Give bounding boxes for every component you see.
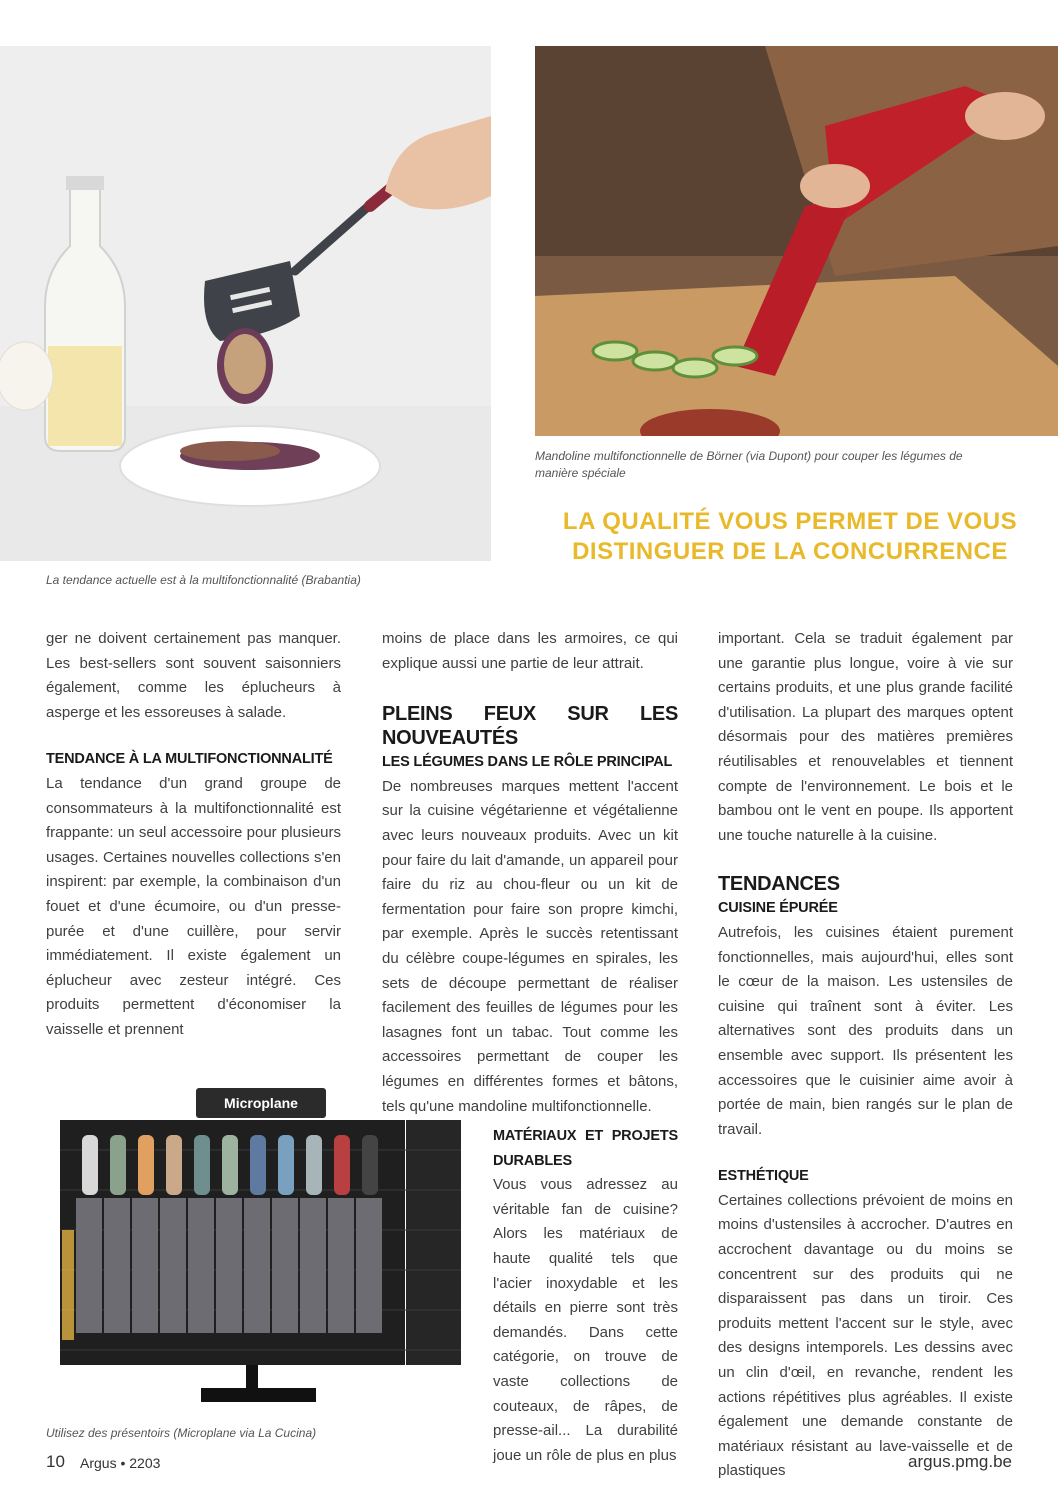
heading-multifonctionnalite: TENDANCE À LA MULTIFONCTIONNALITÉ [46,751,333,768]
heading-materiaux: MATÉRIAUX ET PROJETS DURABLES [493,1128,678,1169]
mandoline-illustration [535,46,1058,436]
col1-paragraph-2: La tendance d'un grand groupe de consommateurs à la multifonctionnalité est frappante: un seul accessoire pour plusieurs usages. Certaines nouvelles collections s'en inspirent: par exemple, la combinaison d'un fouet et d'une écumoire, ou d'un presse-purée et d'une cuillère, pour servir immédiatement. Il existe également un éplucheur avec zesteur intégré. Ces produits permettent d'économiser la vaisselle et prennent [46,774,341,1038]
spatula-illustration [0,46,491,561]
caption-mandoline: Mandoline multifonctionnelle de Börner (via Dupont) pour couper les légumes de manière spéciale [535,449,963,480]
photo-borner-mandoline [535,46,1058,436]
page-number: 10 [46,1452,65,1471]
website-link[interactable]: argus.pmg.be [908,1452,1012,1471]
column-1 [46,627,341,1043]
heading-cuisine-epuree: CUISINE ÉPURÉE [718,900,838,917]
column-3 [718,627,1013,1484]
col1-paragraph-1: ger ne doivent certainement pas manquer. Les best-sellers sont souvent saisonniers également, comme les éplucheurs à asperge et les essoreuses à salade. [46,630,341,721]
heading-pleins-feux: PLEINS FEUX SUR LES NOUVEAUTÉS [382,703,678,750]
column-2-continued [493,1124,678,1468]
col3-paragraph-1: important. Cela se traduit également par une garantie plus longue, voire à vie sur certains produits, et une plus grande facilité d'utilisation. La plupart des marques optent désormais pour des matières premières réutilisables et renouvelables et tiennent compte de l'environnement. Le bois et le bambou ont le vent en poupe. Ils apportent une touche naturelle à la cuisine. [718,630,1013,844]
col3-paragraph-2: Autrefois, les cuisines étaient purement fonctionnelles, mais aujourd'hui, elles sont le cœur de la maison. Les ustensiles de cuisine qui traînent sont à éviter. Les alternatives sont des produits dans un ensemble avec support. Ils présentent les accessoires que le cuisinier aime avoir à portée de main, bien rangés sur le plan de travail. [718,923,1013,1138]
heading-tendances: TENDANCES [718,873,840,896]
col2-paragraph-3: Vous vous adressez au véritable fan de cuisine? Alors les matériaux de haute qualité tels que l'acier inoxydable et les détails en pierre sont très demandés. Dans cette catégorie, on trouve de vaste collections de couteaux, de râpes, de presse-ail... La durabilité joue un rôle de plus en plus [493,1176,678,1464]
photo-microplane-display [46,1080,486,1420]
photo-brabantia-spatula [0,46,491,561]
heading-esthetique: ESTHÉTIQUE [718,1168,809,1185]
heading-legumes: LES LÉGUMES DANS LE RÔLE PRINCIPAL [382,754,673,771]
caption-brabantia: La tendance actuelle est à la multifonctionnalité (Brabantia) [46,573,361,587]
col2-paragraph-2: De nombreuses marques mettent l'accent sur la cuisine végétarienne et végétalienne avec leurs nouveaux produits. Avec un kit pour faire du lait d'amande, un appareil pour faire du riz au chou-fleur ou un kit de fermentation pour faire son propre kimchi, par exemple. Après le succès retentissant du célèbre coupe-légumes en spirales, les sets de découpe permettant de réaliser facilement des feuilles de légumes pour les lasagnes font un tabac. Tout comme les accessoires permettant de couper les légumes en différentes formes et bâtons, tels qu'une mandoline multifonctionnelle. [382,777,678,1115]
magazine-issue: Argus • 2203 [80,1455,161,1471]
col2-paragraph-1: moins de place dans les armoires, ce qui explique aussi une partie de leur attrait. [382,630,678,672]
caption-microplane: Utilisez des présentoirs (Microplane via La Cucina) [46,1426,317,1440]
display-brand-label: Microplane [224,1095,298,1111]
microplane-display-illustration [46,1080,486,1420]
pullquote: LA QUALITÉ VOUS PERMET DE VOUS DISTINGUER DE LA CONCURRENCE [562,508,1018,565]
col3-paragraph-3: Certaines collections prévoient de moins en moins d'ustensiles à accrocher. D'autres en accrochent davantage ou du moins se concentrent sur des produits qui ne disparaissent pas dans un tiroir. Ces produits mettent l'accent sur le style, avec des designs intemporels. Les dessins avec un clin d'œil, en revanche, rendent les actions répétitives plus agréables. Il existe également une demande constante de matériaux résistant au lave-vaisselle et de plastiques [718,1191,1013,1480]
column-2 [382,627,678,1119]
